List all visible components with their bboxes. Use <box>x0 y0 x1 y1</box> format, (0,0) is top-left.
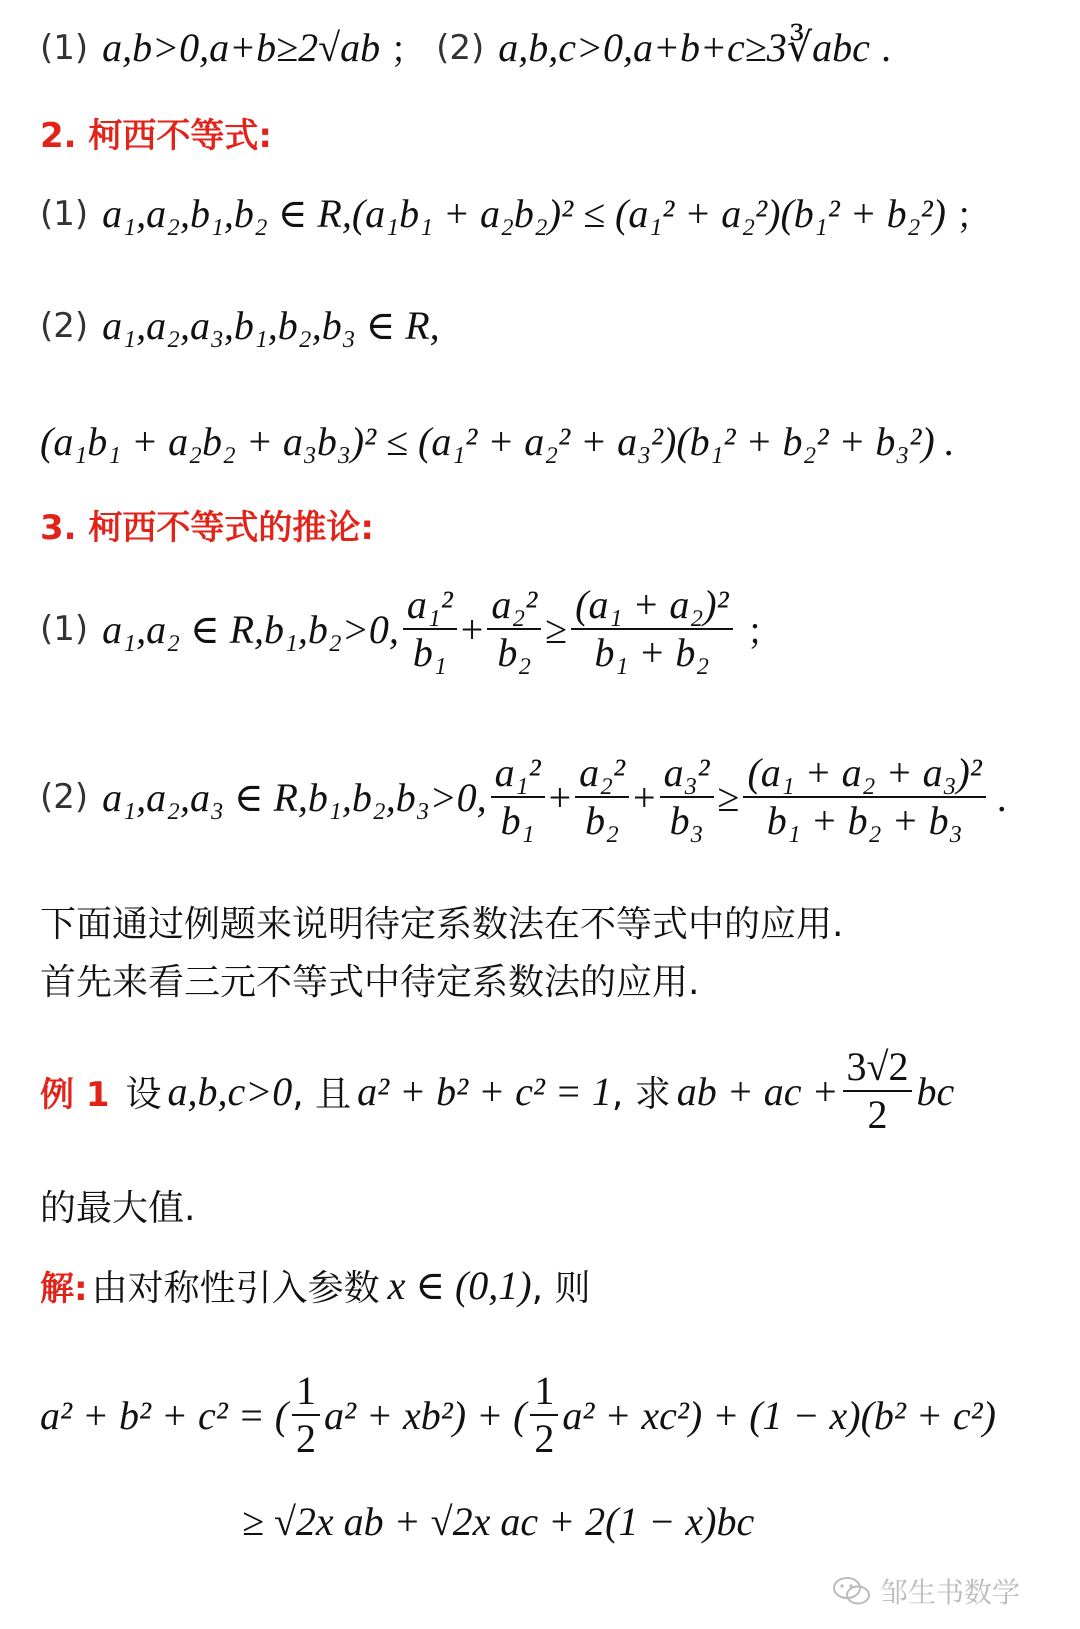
solution-label: 解: <box>40 1269 88 1309</box>
fraction: $\frac{1}{2}$ <box>292 1370 320 1460</box>
wechat-icon <box>832 1576 872 1606</box>
watermark-text: 邹生书数学 <box>879 1576 1020 1609</box>
section-title: 2. 柯西不等式: <box>40 116 273 156</box>
fraction: $\frac{\text{a₂²}}{\text{b₂}}$ <box>487 584 541 674</box>
am-gm-three: a,b,c>0,a+b+c≥3∛abc <box>498 25 870 70</box>
fraction: $\frac{\text{a₁²}}{\text{b₁}}$ <box>403 584 457 674</box>
example-label: 例 1 <box>40 1074 110 1115</box>
intro-line-2 <box>40 954 699 1005</box>
example-1-tail: 的最大值. <box>40 1188 196 1229</box>
item-label: (2) <box>40 305 89 346</box>
solution-equation-1: a² + b² + c² = ( $\frac{1}{2}$ a² + xb²) + ( $\frac{1}{2}$ a² + xc²) + (1 − x)(b² + c²) <box>40 1368 996 1461</box>
section-title: 3. 柯西不等式的推论: <box>40 508 375 548</box>
corollary-1-condition: a₁,a₂ ∈ R,b₁,b₂>0, <box>102 606 399 652</box>
separator: ； <box>746 611 783 653</box>
separator: ； <box>955 196 992 237</box>
period: . <box>881 25 892 70</box>
fraction: $\frac{\text{(a₁ + a₂)²}}{\text{b₁ + b₂}}$ <box>571 584 732 674</box>
watermark <box>832 1571 1020 1611</box>
fraction: $\frac{\text{(a₁ + a₂ + a₃)²}}{\text{b₁ + b₂ + b₃}}$ <box>743 752 985 842</box>
intro-text: 下面通过例题来说明待定系数法在不等式中的应用. <box>40 904 844 945</box>
cauchy-three-term: (a₁b₁ + a₂b₂ + a₃b₃)² ≤ (a₁² + a₂² + a₃²)(b₁² + b₂² + b₃²) . <box>40 419 955 464</box>
cauchy-line-3 <box>40 418 955 465</box>
item-label: (1) <box>40 27 89 68</box>
item-label: (2) <box>436 27 485 68</box>
example-objective: ab + ac + <box>676 1068 839 1114</box>
solution-equation-2: ≥ √2x ab + √2x ac + 2(1 − x)bc <box>242 1499 755 1544</box>
basic-inequality-line <box>40 22 892 73</box>
am-gm-two: a,b>0,a+b≥2√ab <box>102 25 381 70</box>
intro-text: 首先来看三元不等式中待定系数法的应用. <box>40 962 700 1003</box>
item-label: (2) <box>40 777 89 817</box>
cauchy-line-1 <box>40 188 992 239</box>
intro-line-1 <box>40 896 843 947</box>
corollary-line-1: (1) a₁,a₂ ∈ R,b₁,b₂>0, $\frac{\text{a₁²}}{\text{b₁}}$ + $\frac{\text{a₂²}}{\text{b₂}}$ ≥ $\frac{\text{(a₁ + a₂)²}}{\text{b₁ + b₂}}$ ； <box>40 582 783 675</box>
item-label: (1) <box>40 193 89 234</box>
fraction: $\frac{\text{a₂²}}{\text{b₂}}$ <box>575 752 629 842</box>
period: . <box>997 774 1008 820</box>
item-label: (1) <box>40 609 89 649</box>
example-condition: a,b,c>0 <box>167 1068 293 1114</box>
solution-intro: 解: 由对称性引入参数 x ∈ (0,1) , 则 <box>40 1263 591 1309</box>
separator: ； <box>390 30 427 71</box>
fraction: $\frac{\text{a₃²}}{\text{b₃}}$ <box>660 752 714 842</box>
section-2-heading <box>40 108 272 157</box>
fraction: $\frac{\text{a₁²}}{\text{b₁}}$ <box>491 752 545 842</box>
corollary-line-2: (2) a₁,a₂,a₃ ∈ R,b₁,b₂,b₃>0, $\frac{\text{a₁²}}{\text{b₁}}$ + $\frac{\text{a₂²}}{\text{b₂}}$ + $\frac{\text{a₃²}}{\text{b₃}}$ ≥ $\frac{\text{(a₁ + a₂ + a₃)²}}{\text{b₁ + b₂ + b₃}}$ . <box>40 750 1008 843</box>
fraction: $\frac{1}{2}$ <box>530 1370 558 1460</box>
cauchy-two-term: a₁,a₂,b₁,b₂ ∈ R,(a₁b₁ + a₂b₂)² ≤ (a₁² + a₂²)(b₁² + b₂²) <box>102 191 946 236</box>
section-3-heading <box>40 500 374 549</box>
parameter-range: x ∈ (0,1) <box>387 1263 532 1308</box>
cauchy-three-condition: a₁,a₂,a₃,b₁,b₂,b₃ ∈ R, <box>102 303 440 348</box>
example-1: 例 1 设 a,b,c>0 , 且 a² + b² + c² = 1 , 求 ab + ac + $\frac{3√2}{2}$ bc <box>40 1044 955 1137</box>
cauchy-line-2 <box>40 302 440 349</box>
example-constraint: a² + b² + c² = 1 <box>357 1068 612 1114</box>
corollary-2-condition: a₁,a₂,a₃ ∈ R,b₁,b₂,b₃>0, <box>102 774 487 820</box>
fraction: $\frac{3√2}{2}$ <box>843 1046 913 1136</box>
